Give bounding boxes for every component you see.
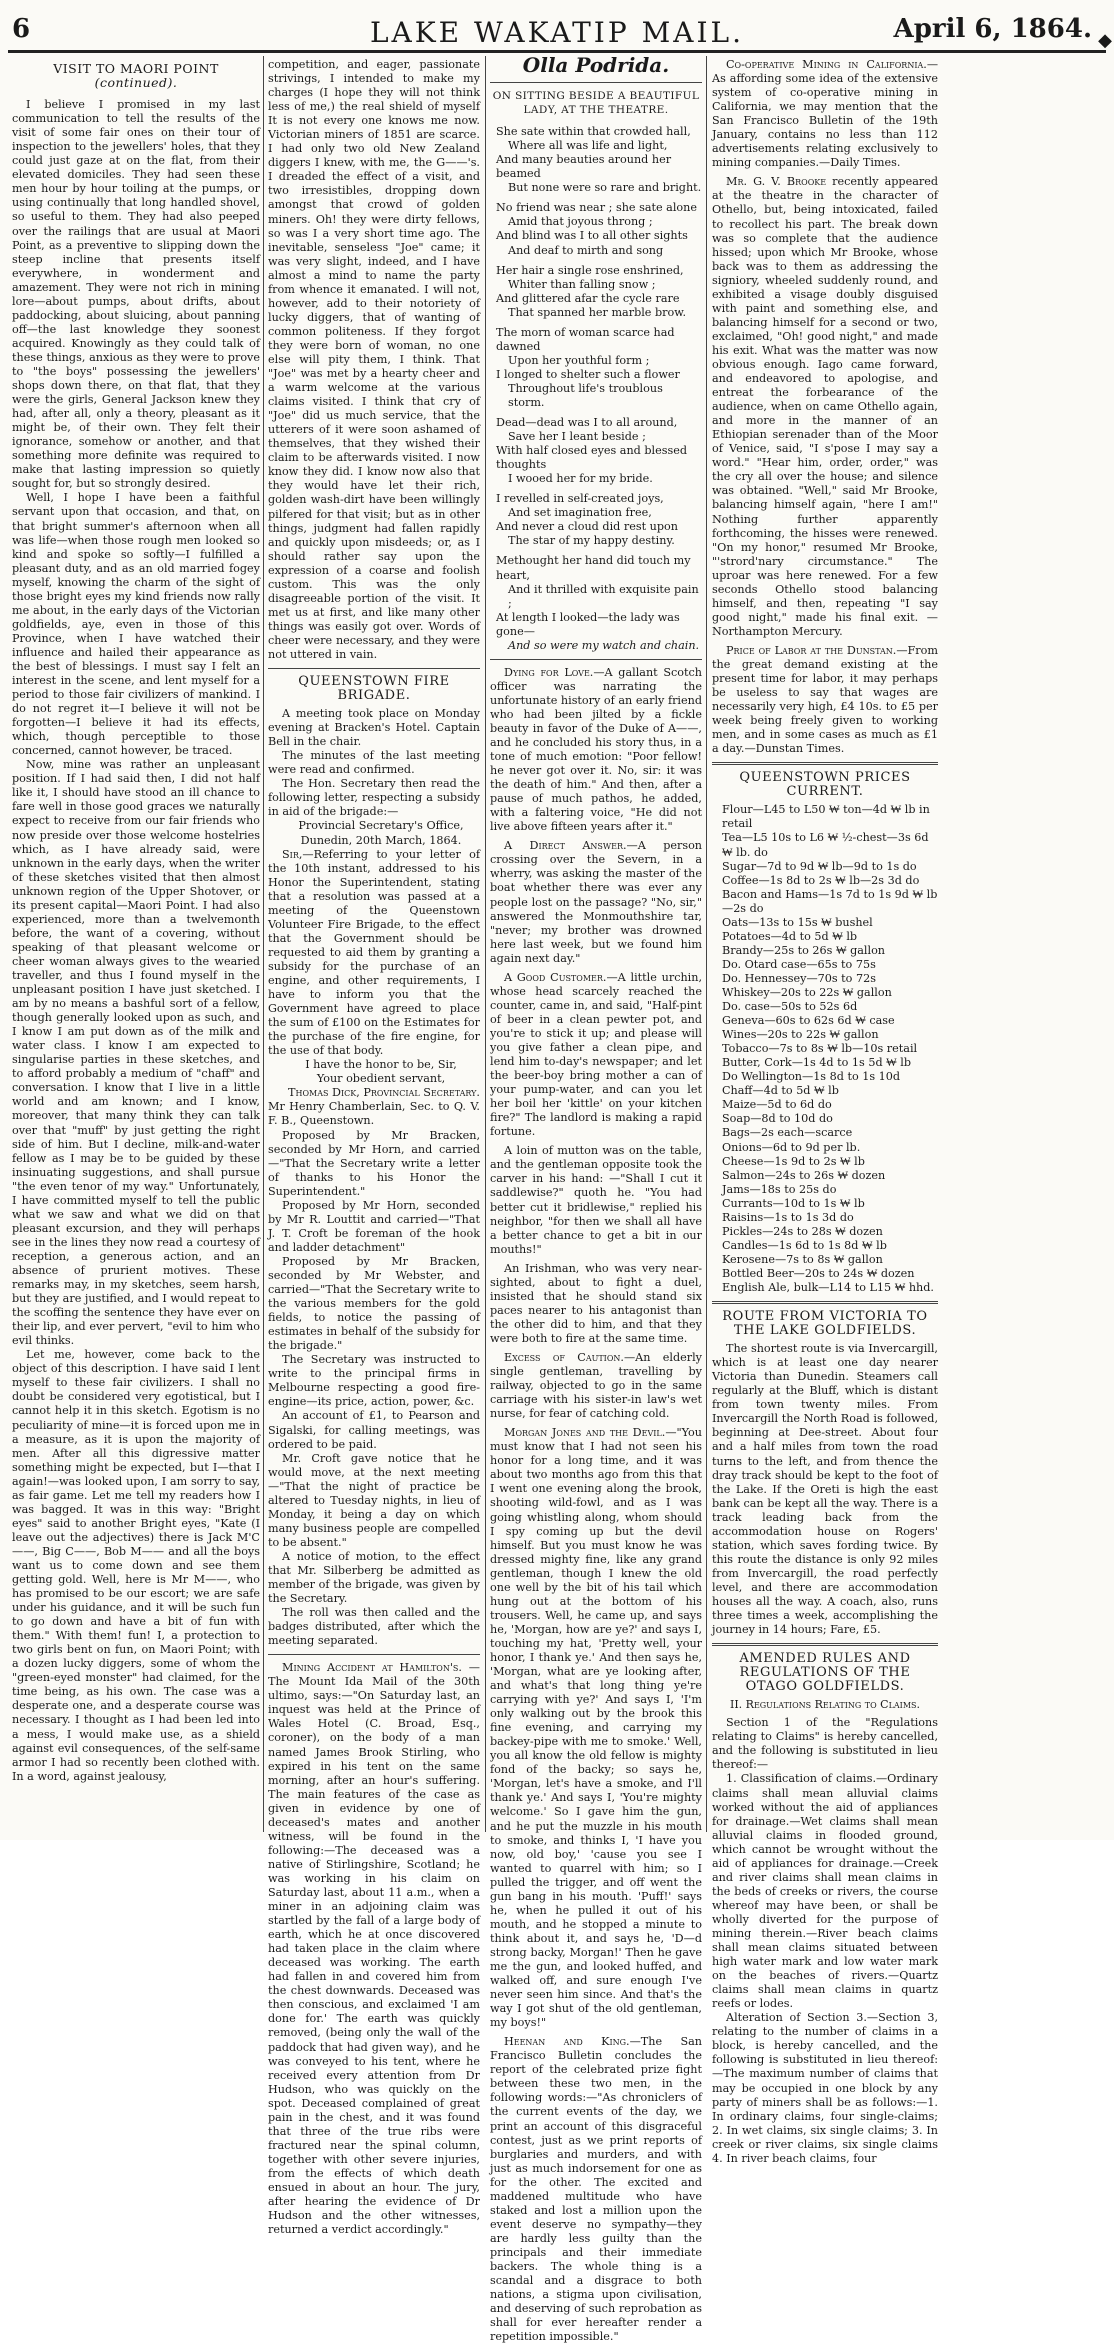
poem-line: Upon her youthful form ; [508,353,650,367]
section-rule [268,668,480,669]
column-2 [268,58,480,2237]
price-line: Sugar—7d to 9d ₩ lb—9d to 1s do [722,859,917,873]
price-line: Cheese—1s 9d to 2s ₩ lb [722,1154,865,1168]
item-body: recently appeared at the theatre in the character of Othello, but, being intoxicated, failed to recollect his part. The break down was so complete that the audience hissed; upon which Mr Brooke, whose back was to them as addressing the signiory, wheeled suddenly round, and exhibited a visage doubly disguised with paint and something else, and balancing himself for a second or two, exclaimed, "Oh! good night," and made his exit. What was the matter was now obvious enough. Iago came forward, and endeavored to apologise, and entreat the forbearance of the audience, when on came Othello again, and more in the manner of an Ethiopian serenader than of the Moor of Venice, said, "I s'pose I may say a word." "Hear him, order, order," was the cry all over the house; and silence was obtained. "Well," said Mr Brooke, balancing himself again, "here I am!" Nothing further apparently forthcoming, the hisses were renewed. "On my honor," resumed Mr Brooke, "'strord'nary circumstance." The uproar was here renewed. For a few seconds Othello stood balancing himself, and then, repeating "I say good night," made his final exit. —Northampton Mercury. [712,175,939,638]
article-paragraph: The roll was then called and the badges distributed, after which the meeting separated. [268,1606,480,1648]
price-line: Jams—18s to 25s do [722,1182,837,1196]
route-paragraph: The shortest route is via Invercargill, which is at least one day nearer Victoria than Dunedin. Steamers call regularly at the Bluff, which is distant from town twenty miles. From Invercargill the North Road is followed, beginning at Dee-street. About four and a half miles from town the road turns to the left, and from thence the dray track should be kept to the foot of the Lake. If the Oreti is high the east bank can be kept all the way. There is a track leading back from the accommodation house on Rogers' station, which saves fording twice. By this route the distance is only 92 miles from Invercargill, the road perfectly level, and there are accommodation houses all the way. A coach, also, runs three times a week, accomplishing the journey in 14 hours; Fare, £5. [712,1342,938,1637]
poem-title: ON SITTING BESIDE A BEAUTIFUL LADY, AT THE THEATRE. [492,90,700,117]
price-line: Tea—L5 10s to L6 ₩ ½-chest—3s 6d ₩ lb. do [722,831,929,859]
poem-stanza [490,201,702,257]
item-lead: Morgan Jones and the Devil. [504,1426,666,1440]
item-body: —A person crossing over the Severn, in a wherry, was asking the master of the boat whether there was ever any people lost on the passage? "No, sir," answered the Monmouthshire tar, "never; my brother was drowned here last week, but we found him again next day." [490,839,703,965]
article-paragraph: I believe I promised in my last communication to tell the results of the visit of some fair ones on their tour of inspection to the jewellers' holes, that they could just gaze at on the flat, from their elevated domiciles. They had seen these men hour by hour toiling at the pumps, or using continually that long handled shovel, so useful to them. They had also peeped over the railings that are usual at Maori Point, as a preventive to slipping down the steep incline that presents itself everywhere, in wonderment and amazement. They were not rich in mining lore—about pumps, about drifts, about paddocking, about sluicing, about panning off—the last knowledge they soonest acquired. Knowingly as they could talk of these things, anxious as they were to prove to "the boys" possessing the jewellers' shops down there, on that flat, that they were the girls, General Jackson knew they had, after all, only a theory, pleasant as it might be, of their own. They felt their ignorance, somehow or another, and that something more definite was required to make that lasting impression so quietly sought for, but so strongly desired. [12,98,260,491]
column-divider [485,56,486,1832]
item-body: —From the great demand existing at the present time for labor, it may perhaps be useless to say that wages are necessarily very high, £4 10s. to £5 per week being freely given to working men, and in some cases as much as £1 a day.—Dunstan Times. [712,643,938,756]
price-line: Chaff—4d to 5d ₩ lb [722,1084,839,1098]
item-body: —"You must know that I had not seen his honor for a long time, and it was about two months ago from this that I went one evening along the brook, shooting wild-fowl, and as I was going whistling along, whom should I spy coming up but the devil himself. But you must know he was dressed mighty fine, like any grand gentleman, though I knew the old one well by the bit of his tail which hung out at the bottom of his trousers. Well, he came up, and says he, 'Morgan, how are ye?' and says I, touching my hat, 'Pretty well, your honor, I thank ye.' And then says he, 'Morgan, what are ye looking after, and what's that long thing ye're carrying with ye?' And says I, 'I'm only walking out by the brook this fine evening, and carrying my backey-pipe with me to smoke.' Well, you all know the old fellow is mighty fond of the backy; so says he, 'Morgan, let's have a smoke, and I'll thank ye.' And says I, 'You're mighty welcome.' So I gave him the gun, and he put the muzzle in his mouth to smoke, and thinks I, 'I have you now, old boy,' 'cause you see I wanted to quarrel with him; so I pulled the trigger, and off went the gun bang in his mouth. 'Puff!' says he, when he pulled it out of his mouth, and he stopped a minute to think about it, and says he, 'D—d strong backy, Morgan!' Then he gave me the gun, and looked huffed, and walked off, and sure enough I've never seen him since. And that's the way I got shut of the old gentleman, my boys!" [490,1426,702,2030]
poem-line: And it thrilled with exquisite pain ; [508,582,699,610]
price-line: English Ale, bulk—L14 to L15 ₩ hhd. [722,1280,934,1294]
news-item [490,1351,702,1421]
rules-subheading: II. Regulations Relating to Claims. [729,1698,920,1712]
page-corner-mark: ◆ [1098,30,1112,51]
price-line: Onions—6d to 9d per lb. [722,1140,861,1154]
article-paragraph: Mr. Croft gave notice that he would move, at the next meeting—"That the night of practice be altered to Tuesday nights, in lieu of Monday, it being a day on which many business people are compelled to be absent." [268,1451,480,1549]
prices-heading: QUEENSTOWN PRICES CURRENT. [739,770,911,800]
article-paragraph: Proposed by Mr Bracken, seconded by Mr Horn, and carried—"That the Secretary write a letter of thanks to his Honor the Superintendent." [268,1128,480,1198]
section-rule [712,1301,938,1304]
poem-line: I wooed her for my bride. [508,472,653,486]
price-line: Bacon and Hams—1s 7d to 1s 9d ₩ lb—2s do [722,887,938,915]
column-divider [706,56,707,1832]
price-line: Whiskey—20s to 22s ₩ gallon [722,986,892,999]
letter-date: Dunedin, 20th March, 1864. [300,833,462,847]
letter-closing: I have the honor to be, Sir, [305,1058,457,1072]
letter-recipient: Mr Henry Chamberlain, Sec. to Q. V. F. B., Queenstown. [268,1100,480,1128]
poem-line: Methought her hand did touch my heart, [496,554,691,582]
poem-line: At length I looked—the lady was gone— [496,610,680,638]
news-item [712,175,938,639]
poem-line: Where all was life and light, [508,139,668,153]
poem-line: But none were so rare and bright. [508,181,702,195]
letter-signature: Thomas Dick, Provincial Secretary. [288,1086,480,1100]
article-paragraph: Proposed by Mr Horn, seconded by Mr R. Louttit and carried—"That J. T. Croft be foreman of the hook and ladder detachment" [268,1198,480,1254]
price-line: Do. case—50s to 52s 6d [722,1000,858,1014]
price-line: Kerosene—7s to 8s ₩ gallon [722,1252,883,1266]
poem-line: Her hair a single rose enshrined, [496,263,684,277]
poem-stanza [490,326,702,410]
poem-stanza [490,264,702,320]
section-title: Olla Podrida. [522,53,670,77]
column-1 [12,58,260,1834]
news-item [490,2035,702,2344]
article-paragraph: Now, mine was rather an unpleasant position. If I had said then, I did not half like it, I should have stood an ill chance to fare well in those good graces we naturally expect to receive from our fair friends who now preside over those welcome hostelries which, as I have already said, were unknown in the early days, when the writer of these sketches visited that then almost unknown region of the Upper Shotover, or its present capital—Maori Point. I had also experienced, more than a twelvemonth before, the want of a covering, without speaking of that pleasant welcome or cheer woman always gives to the wearied traveller, and thus I found myself in the unpleasant position I have just sketched. I am by no means a bashful sort of a fellow, though generally looked upon as such, and I know I am put down as of the milk and water class. I know I am expected to singularise parties in these sketches, and to afford probably a medium of "chaff" and conversation. I know that I live in a little world and am known; and I know, moreover, that many think they can talk over that "muff" by just getting the right side of him. But I decline, milk-and-water fellow as I may be to be guided by these insinuating suggestions, and shall pursue "the even tenor of my way." Unfortunately, I have committed myself to tell the public what we saw and what we did on that pleasant excursion, and they will perhaps see in the lines they now read a courtesy of reception, a generous action, and an absence of prurient motives. These remarks may, in my sketches, seem harsh, but they are justified, and I would repeat to the scoffing the sentence they have ever on their lip, and ever pervert, "evil to him who evil thinks. [12,758,260,1348]
item-lead: Heenan and King. [504,2035,630,2049]
poem-line: And set imagination free, [508,506,652,520]
news-item [712,644,938,756]
price-line: Pickles—24s to 28s ₩ dozen [722,1224,883,1238]
article-continuation: competition, and eager, passionate strivings, I intended to make my charges (I hope they will not think less of me,) the real shield of myself It is not every one knows me now. Victorian miners of 1851 are scarce. I had only two old New Zealand diggers I knew, with me, the G——'s. I dreaded the effect of a visit, and two irresistibles, dropping down amongst that crowd of golden miners. Oh! they were dirty fellows, so was I a very short time ago. The inevitable, senseless "Joe" came; it was very slight, indeed, and I have almost a mind to name the party from whence it emanated. I will not, however, add to their notoriety of lucky diggers, that of wanting of common politeness. If they forgot they were born of woman, no one else will pity them, I think. That "Joe" was met by a hearty cheer and a warm welcome at the various claims visited. I think that cry of "Joe" did us much service, that the utterers of it were soon ashamed of themselves, that they wished their claim to be afterwards visited. I now know they did. I know now also that they would have let their rich, golden wash-dirt have been willingly pilfered for that visit; but as in other things, judgment had fallen rapidly and quickly upon misdeeds; or, as I should rather say upon the expression of a coarse and foolish custom. This was the only disagreeable portion of the visit. It met us at first, and like many other things was easily got over. Words of cheer were necessary, and they were not uttered in vain. [268,58,480,661]
news-item [490,971,702,1140]
price-line: Coffee—1s 8d to 2s ₩ lb—2s 3d do [722,873,920,887]
section-rule [268,1654,480,1655]
issue-date: April 6, 1864. [893,14,1092,44]
item-lead: A Good Customer. [504,970,607,984]
price-line: Oats—13s to 15s ₩ bushel [722,915,873,929]
price-line: Candles—1s 6d to 1s 8d ₩ lb [722,1238,887,1252]
item-body: —As affording some idea of the extensive system of co-operative mining in California, we may mention that the San Francisco Bulletin of the 19th January, contains no less than 112 advertisements relating exclusively to mining companies.—Daily Times. [712,58,938,170]
price-line: Potatoes—4d to 5d ₩ lb [722,929,858,943]
price-line: Brandy—25s to 26s ₩ gallon [722,943,886,957]
item-lead: Price of Labor at the Dunstan. [726,643,897,657]
section-rule [490,82,702,83]
article-heading: VISIT TO MAORI POINT (continued). [53,61,219,91]
section-rule [712,1643,938,1646]
price-line: Maize—5d to 6d do [722,1098,832,1112]
column-3 [490,53,703,2344]
item-lead: Dying for Love. [504,665,594,679]
poem-line: I revelled in self-created joys, [496,492,664,506]
column-4 [712,58,939,2165]
poem-stanza [490,554,702,652]
news-item [490,1426,702,2030]
item-body: An Irishman, who was very near-sighted, about to fight a duel, insisted that he should stand six paces nearer to his antagonist than the other did to him, and that they were both to fire at the same time. [490,1261,702,1345]
rules-paragraph: 1. Classification of claims.—Ordinary claims shall mean alluvial claims worked without the aid of appliances for drainage.—Wet claims shall mean alluvial claims in flooded ground, which cannot be wrought without the aid of appliances for drainage.—Creek and river claims shall mean claims in the beds of creeks or rivers, the course whereof may have been, or shall be wholly diverted for the purpose of mining therein.—River beach claims shall mean claims situated between high water mark and low water mark on the beaches of rivers.—Quartz claims shall mean claims in quartz reefs or lodes. [712,1772,938,2011]
price-line: Flour—L45 to L50 ₩ ton—4d ₩ lb in retail [722,803,930,831]
item-lead: Excess of Caution. [504,1350,624,1364]
poem-stanza [490,125,702,195]
article-paragraph: The minutes of the last meeting were read and confirmed. [268,749,480,777]
miscellany-items [490,666,702,2344]
poem-stanza [490,416,702,486]
poem-line: She sate within that crowded hall, [496,125,691,139]
price-line: Tobacco—7s to 8s ₩ lb—10s retail [722,1042,918,1056]
price-line: Soap—8d to 10d do [722,1112,833,1126]
article-paragraph: A meeting took place on Monday evening at Bracken's Hotel. Captain Bell in the chair. [268,707,480,749]
item-body: —The San Francisco Bulletin concludes the report of the celebrated prize fight between these two men, in the following words:—"As chroniclers of the current events of the day, we print an account of this disgraceful contest, just as we print reports of burglaries and murders, and with just as much indorsement for one as for the other. The excited and maddened multitude who have staked and lost a million upon the event deserve no sympathy—they are hardly less guilty than the principals and their immediate backers. The whole thing is a scandal and a disgrace to both nations, a stigma upon civilisation, and deserving of such reprobation as shall for ever hereafter render a repetition impossible." [490,2035,702,2344]
poem-line: I longed to shelter such a flower [496,367,680,381]
poem-line: And never a cloud did rest upon [496,520,678,534]
article-paragraph: The Hon. Secretary then read the following letter, respecting a subsidy in aid of the brigade:— [268,777,480,819]
poem-stanza [490,492,702,548]
price-line: Raisins—1s to 1s 3d do [722,1210,854,1224]
poem-line: No friend was near ; she sate alone [496,201,697,215]
news-item [490,1144,702,1256]
poem-line: With half closed eyes and blessed thoughts [496,444,688,472]
article-paragraph: A notice of motion, to the effect that Mr. Silberberg be admitted as member of the brigade, was given by the Secretary. [268,1549,480,1606]
news-item [490,666,702,835]
article-paragraph: Let me, however, come back to the object of this description. I have said I lent myself to these fair civilizers. I shall no doubt be considered very egotistical, but I cannot help it in this sketch. Egotism is no peculiarity of mine—it is forced upon me in a measure, as it is upon the majority of men. After all this digressive matter something might be expected, but I—that I again!—was looked upon, I am sorry to say, as fair game. Let me tell my readers how I was bagged. It was in this way: "Bright eyes" said to another Bright eyes, "Kate (I leave out the adjectives) there is Jack M'C——, Big C——, Bob M—— and all the boys want us to come down and see them getting gold. Well, here is Mr M——, who has promised to be our escort; we are safe under his guidance, and it will be such fun to go down and have a bit of fun with them." With them! fun! I, a protection to two girls bent on fun, on Maori Point; with a dozen lucky diggers, some of whom the "green-eyed monster" had claimed, for the time being, as his own. The case was a desperate one, and a desperate course was necessary. I thought as I had been led into a mess, I would make use, as a shield against evil consequences, of the self-same armor I had so recently been clothed with. In a word, against jealousy, [12,1348,260,1783]
letter-closing: Your obedient servant, [316,1072,446,1086]
price-line: Geneva—60s to 62s 6d ₩ case [722,1014,895,1028]
news-item [490,839,702,965]
poem-line: Whiter than falling snow ; [508,277,656,291]
article-heading: QUEENSTOWN FIRE BRIGADE. [298,674,450,704]
poem-line: Dead—dead was I to all around, [496,416,678,430]
item-lead: Co-operative Mining in California. [726,58,927,71]
price-line: Bags—2s each—scarce [722,1126,853,1140]
section-rule [712,762,938,765]
news-item [490,1262,702,1346]
poem-line: And glittered afar the cycle rare [496,291,680,305]
article-paragraph: Proposed by Mr Bracken, seconded by Mr Webster, and carried—"That the Secretary write to the various members for the gold fields, to notice the passing of estimates in behalf of the subsidy for the brigade." [268,1254,480,1353]
poem-line: Amid that joyous throng ; [508,215,653,229]
rules-paragraph: Section 1 of the "Regulations relating to Claims" is hereby cancelled, and the following is substituted in lieu thereof:— [712,1716,938,1772]
poem-line: And blind was I to all other sights [496,229,688,243]
letter-body: Sir,—Referring to your letter of the 10th instant, addressed to his Honor the Superintendent, stating that a resolution was passed at a meeting of the Queenstown Volunteer Fire Brigade, to the effect that the Government should be requested to aid them by granting a subsidy for the purchase of an engine, and other requirements, I have to inform you that the Government have agreed to place the sum of £100 on the Estimates for the purchase of the fire engine, for the use of that body. [268,847,480,1058]
column-divider [263,56,264,1832]
price-line: Do Wellington—1s 8d to 1s 10d [722,1070,901,1084]
news-item: Mining Accident at Hamilton's. — The Mount Ida Mail of the 30th ultimo, says:—"On Saturday last, an inquest was held at the Prince of Wales Hotel (C. Broad, Esq., coroner), on the body of a man named James Brook Stirling, who expired in his tent on the same morning, after an hour's suffering. The main features of the case as given in evidence by one of deceased's mates and another witness, will be found in the following:—The deceased was a native of Stirlingshire, Scotland; he was working in his claim on Saturday last, about 11 a.m., when a miner in an adjoining claim was startled by the fall of a large body of earth, which he at once discovered had taken place in the claim where deceased was working. The earth had fallen in and covered him from the chest downwards. Deceased was then conscious, and exclaimed 'I am done for.' The earth was quickly removed, (being only the wall of the paddock that had given way), and he was conveyed to his tent, where he received every attention from Dr Hudson, who was quickly on the spot. Deceased complained of great pain in the chest, and it was found that three of the true ribs were fractured near the spinal column, together with other severe injuries, from the effects of which death ensued in about an hour. The jury, after hearing the evidence of Dr Hudson and the other witnesses, returned a verdict accordingly." [268,1661,480,2237]
poem-line: And deaf to mirth and song [508,243,664,257]
poem-line: That spanned her marble brow. [508,305,687,319]
price-line: Butter, Cork—1s 4d to 1s 5d ₩ lb [722,1056,912,1070]
price-line: Bottled Beer—20s to 24s ₩ dozen [722,1266,915,1280]
rules-paragraph: Alteration of Section 3.—Section 3, relating to the number of claims in a block, is hereby cancelled, and the following is substituted in lieu thereof:—The maximum number of claims that may be occupied in one block by any party of miners shall be as follows:—1. In ordinary claims, four single-claims; 2. In wet claims, six single claims; 3. In creek or river claims, six single claims 4. In river beach claims, four [712,2011,938,2165]
rules-heading: AMENDED RULES AND REGULATIONS OF THE OTAGO GOLDFIELDS. [739,1651,911,1695]
masthead [0,14,1114,50]
poem-line: The morn of woman scarce had dawned [496,325,675,353]
section-rule [490,659,702,660]
poem-line: Throughout life's troublous storm. [508,381,663,409]
item-lead: A Direct Answer. [504,839,627,853]
poem-line: Save her I leant beside ; [508,430,646,444]
letter-address: Provincial Secretary's Office, [298,819,464,833]
news-items [712,58,938,756]
poem [490,125,702,653]
page-number: 6 [12,14,31,44]
prices-list [712,803,938,1295]
article-paragraph: The Secretary was instructed to write to the principal firms in Melbourne respecting a good fire-engine—its price, action, power, &c. [268,1353,480,1409]
item-body: —A little urchin, whose head scarcely reached the counter, came in, and said, "Half-pint of beer in a clean pewter pot, and you're to stick it up; and please will you give father a clean pipe, and lend him to-day's newspaper; and let the beer-boy bring mother a can of your pump-water, and can you let her boil her 'kittle' on your kitchen fire?" The landlord is making a rapid fortune. [490,970,703,1139]
poem-line: And many beauties around her beamed [496,153,672,181]
price-line: Currants—10d to 1s ₩ lb [722,1196,865,1210]
poem-line: The star of my happy destiny. [508,534,675,548]
poem-line: And so were my watch and chain. [508,638,700,652]
item-body: —An elderly single gentleman, travelling by railway, objected to go in the same carriage with his sister-in law's wet nurse, for fear of catching cold. [490,1350,702,1421]
article-paragraph: Well, I hope I have been a faithful servant upon that occasion, and that, on that bright summer's afternoon when all was life—when those rough men looked so kind and spoke so softly—I fulfilled a pleasant duty, and as an old married fogey myself, knowing the charm of the sight of those bright eyes my kind friends now rally me about, in the early days of the Victorian goldfields, aye, even in those of this Province, when I have watched their influence and hailed their appearance as the best of blessings. I must say I felt an interest in the scene, and lent myself for a period to those fair civilizers of mankind. I do not regret it—I believe it will not be forgotten—I believe it had its effects, which, though perceptible to those concerned, cannot however, be traced. [12,491,260,758]
newspaper-title: LAKE WAKATIP MAIL. [369,16,745,49]
item-body: —A gallant Scotch officer was narrating the unfortunate history of an early friend who had been jilted by a fickle beauty in favor of the Duke of A——, and he concluded his story thus, in a tone of much emotion: "Poor fellow! he never got over it. No, sir: it was the death of him." And then, after a pause of much pathos, he added, with a faltering voice, "He did not live above fifteen years after it." [490,665,702,834]
item-body: A loin of mutton was on the table, and the gentleman opposite took the carver in his hand: —"Shall I cut it saddlewise?" quoth he. "You had better cut it bridlewise," replied his neighbor, "for then we shall all have a better chance to get a bit in our mouths!" [490,1144,702,1256]
article-paragraph: An account of £1, to Pearson and Sigalski, for calling meetings, was ordered to be paid. [268,1409,480,1451]
price-line: Wines—20s to 22s ₩ gallon [722,1028,879,1042]
price-line: Do. Hennessey—70s to 72s [722,971,876,985]
route-heading: ROUTE FROM VICTORIA TO THE LAKE GOLDFIELDS. [722,1309,928,1339]
news-item [712,58,938,170]
price-line: Do. Otard case—65s to 75s [722,957,876,971]
price-line: Salmon—24s to 26s ₩ dozen [722,1168,886,1182]
item-lead: Mr. G. V. Brooke [726,175,827,189]
